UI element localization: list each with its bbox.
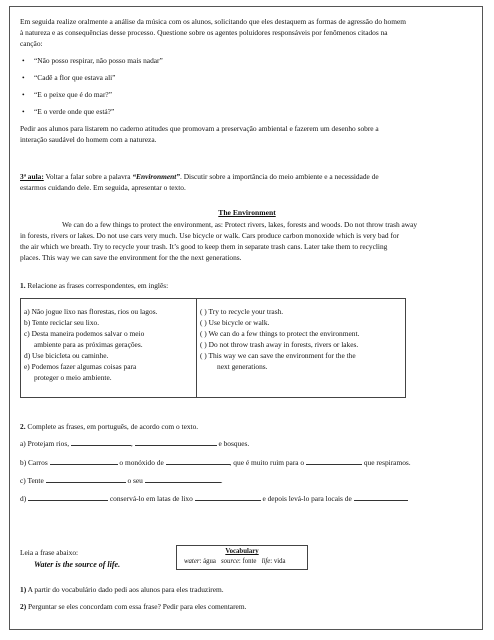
- blank-field[interactable]: [354, 500, 408, 501]
- blank-field[interactable]: [306, 464, 362, 465]
- match-left-e: e) Podemos fazer algumas coisas para: [24, 362, 137, 371]
- vocabulary-entries: water: água source: fonte life: vida: [184, 558, 286, 565]
- environment-line-3: the air which we breath. Try to recycle your trash. It’s good to keep them in separate trash cans. Later take them to recycling: [20, 242, 388, 251]
- blank-field[interactable]: [28, 500, 108, 501]
- match-left-e-cont: proteger o meio ambiente.: [34, 373, 112, 382]
- aula3-line-2: estarmos cuidando dele. Em seguida, apresentar o texto.: [20, 183, 186, 192]
- environment-line-2: in forests, rivers or lakes. Do not use cars very much. Use bicycle or walk. Cars produce carbon monoxide which is very bad for: [20, 231, 400, 240]
- lyric-bullet: • “E o verde onde que está?”: [22, 107, 115, 116]
- intro-line-2: à natureza e as consequências desse processo. Questione sobre os agentes poluidores responsáveis por fenômenos citados na: [20, 28, 388, 37]
- question-1: 1. Relacione as frases correspondentes, em inglês:: [20, 281, 169, 290]
- environment-word: “Environment”: [132, 172, 180, 181]
- aula3-line-1: 3ª aula: Voltar a falar sobre a palavra “Environment”. Discutir sobre a importância do meio ambiente e a necessidade de: [20, 172, 379, 181]
- intro-line-1: Em seguida realize oralmente a análise da música com os alunos, solicitando que eles destaquem as formas de agressão do homem: [20, 17, 407, 26]
- blank-field[interactable]: [195, 500, 261, 501]
- blank-field[interactable]: [71, 445, 131, 446]
- match-right-4[interactable]: ( ) Do not throw trash away in forests, rivers or lakes.: [200, 340, 359, 349]
- q2-item-b: b) Carros o monóxido de , que é muito ruim para o que respiramos.: [20, 458, 411, 467]
- environment-line-1: We can do a few things to protect the environment, as: Protect rivers, lakes, forests and woods. Do not throw trash away: [62, 220, 418, 229]
- phrase-quote: Water is the source of life.: [34, 560, 121, 569]
- lyric-bullet: • “Cadê a flor que estava ali”: [22, 73, 116, 82]
- task-2: 2) Perguntar se eles concordam com essa frase? Pedir para eles comentarem.: [20, 602, 247, 611]
- question-2: 2. Complete as frases, em português, de acordo com o texto.: [20, 422, 199, 431]
- match-left-d: d) Use bicicleta ou caminhe.: [24, 351, 109, 360]
- blank-field[interactable]: [166, 464, 230, 465]
- matching-divider: [196, 299, 197, 397]
- match-right-5-cont: next generations.: [217, 362, 268, 371]
- environment-line-4: places. This way we can save the environment for the the next generations.: [20, 253, 242, 262]
- match-right-5[interactable]: ( ) This way we can save the environment for the the: [200, 351, 356, 360]
- blank-field[interactable]: [46, 482, 126, 483]
- blank-field[interactable]: [135, 445, 217, 446]
- lyric-bullet: • “Não posso respirar, não posso mais nadar”: [22, 56, 163, 65]
- aula3-label: 3ª aula:: [20, 172, 44, 181]
- vocabulary-title: Vocabulary: [225, 548, 259, 555]
- blank-field[interactable]: [145, 482, 221, 483]
- q2-item-a: a) Protejam rios, , e bosques.: [20, 439, 250, 448]
- instruction-line-1: Pedir aos alunos para listarem no caderno atitudes que promovam a preservação ambiental e fazerem um desenho sobre a: [20, 124, 379, 133]
- environment-title: The Environment: [218, 208, 276, 217]
- lyric-bullet: • “E o peixe que é do mar?”: [22, 90, 112, 99]
- match-right-1[interactable]: ( ) Try to recycle your trash.: [200, 307, 284, 316]
- instruction-line-2: interação saudável do homem com a natureza.: [20, 135, 157, 144]
- intro-line-3: canção:: [20, 39, 43, 48]
- phrase-lead: Leia a frase abaixo:: [20, 548, 79, 557]
- q2-item-c: c) Tente o seu .: [20, 476, 223, 485]
- blank-field[interactable]: [50, 464, 118, 465]
- match-left-a: a) Não jogue lixo nas florestas, rios ou lagos.: [24, 307, 158, 316]
- task-1: 1) A partir do vocabulário dado pedi aos alunos para eles traduzirem.: [20, 585, 224, 594]
- q2-item-d: d) conservá-lo em latas de lixo e depois levá-lo para locais de: [20, 494, 408, 504]
- match-right-2[interactable]: ( ) Use bicycle or walk.: [200, 318, 270, 327]
- match-left-c: c) Desta maneira podemos salvar o meio: [24, 329, 145, 338]
- match-right-3[interactable]: ( ) We can do a few things to protect the environment.: [200, 329, 360, 338]
- match-left-b: b) Tente reciclar seu lixo.: [24, 318, 100, 327]
- match-left-c-cont: ambiente para as próximas gerações.: [34, 340, 143, 349]
